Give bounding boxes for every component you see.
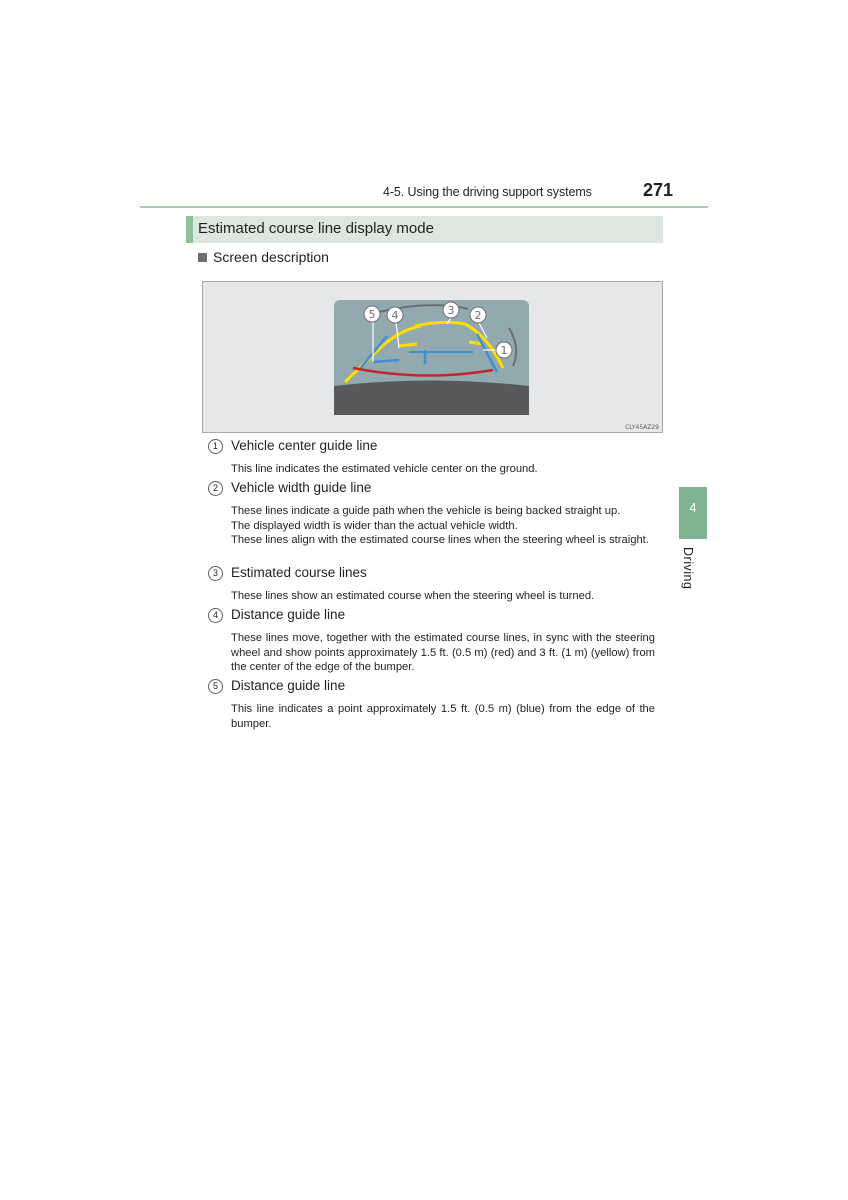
callout-5-label: 5: [368, 308, 376, 321]
description-line: This line indicates a point approximately 1.5 ft. (0.5 m) (blue) from the edge of the bumper.: [231, 703, 655, 730]
callout-2-label: 2: [474, 309, 482, 322]
callout-1: [496, 342, 512, 358]
item-label: Vehicle center guide line: [231, 438, 378, 453]
page-number: 271: [643, 180, 674, 200]
header-section-title: 4-5. Using the driving support systems: [383, 185, 592, 199]
callout-4: [387, 307, 403, 323]
chapter-number: 4: [689, 500, 697, 515]
description-line: These lines move, together with the estimated course lines, in sync with the steering wheel and show points approximately 1.5 ft. (0.5 m) (red) and 3 ft. (1 m) (yellow) from the center of the edge of the bumper.: [231, 632, 655, 674]
item-number-badge: 5: [208, 679, 223, 694]
section-title: Estimated course line display mode: [198, 220, 434, 237]
description-line: These lines show an estimated course when the steering wheel is turned.: [231, 590, 595, 602]
bumper: [334, 381, 529, 416]
description-line: This line indicates the estimated vehicle center on the ground.: [231, 463, 538, 475]
callout-1-label: 1: [500, 344, 508, 357]
item-label: Distance guide line: [231, 607, 346, 622]
item-number-badge: 2: [208, 481, 223, 496]
description-line: These lines indicate a guide path when the vehicle is being backed straight up.: [231, 505, 621, 517]
callout-2: [470, 307, 486, 323]
figure-code: CLY45AZ29: [625, 424, 659, 431]
item-label: Vehicle width guide line: [231, 480, 372, 495]
camera-screen-figure: [202, 281, 663, 433]
item-description: [231, 462, 655, 477]
item-description: [231, 589, 655, 604]
subheading-text: Screen description: [213, 249, 329, 265]
item-number-badge: 1: [208, 439, 223, 454]
section-title-bar: [186, 216, 663, 243]
bullet-square-icon: [198, 253, 207, 262]
item-number-badge: 3: [208, 566, 223, 581]
item-label: Estimated course lines: [231, 565, 367, 580]
section-accent: [186, 216, 193, 243]
item-description: [231, 702, 655, 731]
camera-screen-illustration: [203, 282, 662, 432]
chapter-tab: [679, 487, 707, 539]
callout-5: [364, 306, 380, 322]
description-line: These lines align with the estimated course lines when the steering wheel is straight.: [231, 534, 649, 547]
item-number-badge: 4: [208, 608, 223, 623]
description-line: The displayed width is wider than the actual vehicle width.: [231, 519, 518, 532]
item-label: Distance guide line: [231, 678, 346, 693]
header-rule: [140, 206, 708, 208]
distance-line-yellow-left: [399, 344, 417, 346]
callout-4-label: 4: [391, 309, 399, 322]
chapter-label: Driving: [681, 547, 695, 590]
item-description: [231, 631, 655, 675]
callout-3: [443, 302, 459, 318]
subheading: [198, 249, 329, 265]
item-description: [231, 504, 655, 548]
callout-3-label: 3: [447, 304, 455, 317]
